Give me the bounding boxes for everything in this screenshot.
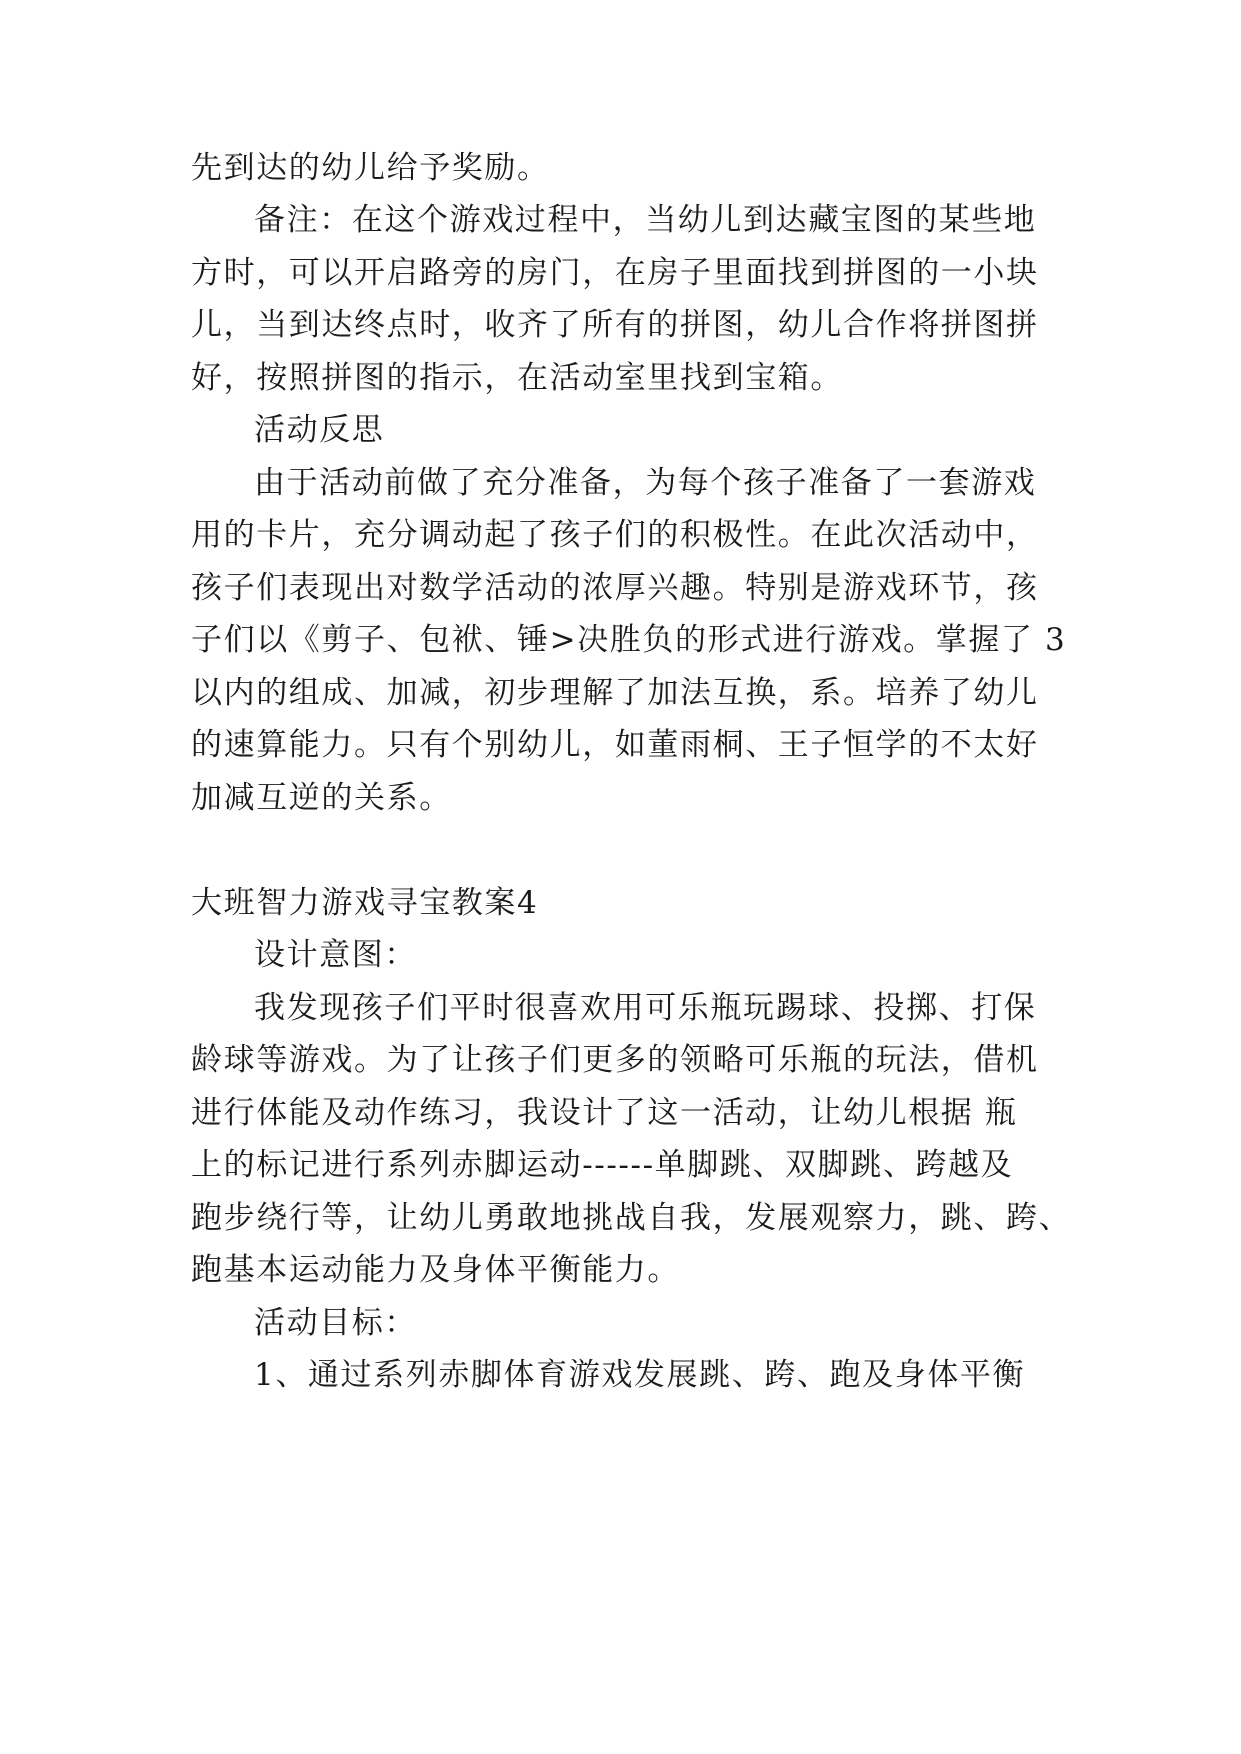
section-heading: 设计意图： <box>254 937 417 973</box>
paragraph-line: 的速算能力。只有个别幼儿，如董雨桐、王子恒学的不太好 <box>191 727 1039 763</box>
paragraph-line: 跑步绕行等，让幼儿勇敢地挑战自我，发展观察力，跳、跨、 <box>191 1200 1072 1236</box>
paragraph-line: 跑基本运动能力及身体平衡能力。 <box>191 1252 680 1288</box>
paragraph-line: 龄球等游戏。为了让孩子们更多的领略可乐瓶的玩法，借机 <box>191 1042 1039 1078</box>
paragraph-line: 由于活动前做了充分准备，为每个孩子准备了一套游戏 <box>254 465 1037 501</box>
paragraph-line: 先到达的幼儿给予奖励。 <box>191 150 550 186</box>
section-heading: 活动反思 <box>254 412 385 448</box>
paragraph-line: 加减互逆的关系。 <box>191 780 452 816</box>
paragraph-line: 备注：在这个游戏过程中，当幼儿到达藏宝图的某些地 <box>254 202 1037 238</box>
paragraph-line: 子们以《剪子、包袱、锤>决胜负的形式进行游戏。掌握了 3 <box>191 622 1067 658</box>
paragraph-line: 方时，可以开启路旁的房门，在房子里面找到拼图的一小块 <box>191 255 1039 291</box>
paragraph-line: 进行体能及动作练习，我设计了这一活动，让幼儿根据 瓶 <box>191 1095 1018 1131</box>
paragraph-line: 1、通过系列赤脚体育游戏发展跳、跨、跑及身体平衡 <box>254 1357 1026 1393</box>
paragraph-line: 以内的组成、加减，初步理解了加法互换，系。培养了幼儿 <box>191 675 1039 711</box>
paragraph-line: 用的卡片，充分调动起了孩子们的积极性。在此次活动中， <box>191 517 1039 553</box>
paragraph-line: 上的标记进行系列赤脚运动------单脚跳、双脚跳、跨越及 <box>191 1147 1014 1183</box>
paragraph-line: 我发现孩子们平时很喜欢用可乐瓶玩踢球、投掷、打保 <box>254 990 1037 1026</box>
paragraph-line: 孩子们表现出对数学活动的浓厚兴趣。特别是游戏环节，孩 <box>191 570 1039 606</box>
document-title: 大班智力游戏寻宝教案4 <box>191 885 539 921</box>
paragraph-line: 好，按照拼图的指示，在活动室里找到宝箱。 <box>191 360 843 396</box>
paragraph-line: 儿，当到达终点时，收齐了所有的拼图，幼儿合作将拼图拼 <box>191 307 1039 343</box>
section-heading: 活动目标： <box>254 1305 417 1341</box>
